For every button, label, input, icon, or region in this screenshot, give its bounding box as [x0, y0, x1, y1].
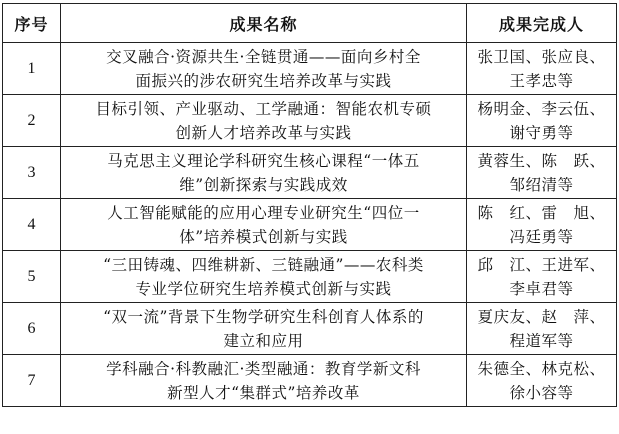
- completers-line: 邱 江、王进军、: [477, 255, 606, 274]
- achievement-name-cell: [61, 355, 467, 407]
- achievement-name-line: 新型人才“集群式”培养改革: [167, 383, 360, 402]
- completers-line: 程道军等: [509, 331, 574, 350]
- achievement-name-line: 创新人才培养改革与实践: [175, 123, 352, 142]
- table-row: [3, 95, 617, 147]
- achievement-name-cell: [61, 147, 467, 199]
- row-number: 6: [3, 303, 61, 355]
- achievement-name-line: 建立和应用: [223, 331, 304, 350]
- row-number: 5: [3, 251, 61, 303]
- completers-cell: [467, 95, 617, 147]
- header-completers: 成果完成人: [467, 4, 617, 43]
- completers-line: 张卫国、张应良、: [477, 47, 606, 66]
- completers-line: 冯廷勇等: [509, 227, 574, 246]
- completers-line: 夏庆友、赵 萍、: [477, 307, 606, 326]
- achievement-name-line: “三田铸魂、四维耕新、三链融通”——农科类: [103, 255, 424, 274]
- table-row: [3, 147, 617, 199]
- achievement-name-line: 专业学位研究生培养模式创新与实践: [135, 279, 392, 298]
- achievement-name-cell: [61, 95, 467, 147]
- table-body: [3, 43, 617, 407]
- table-row: [3, 251, 617, 303]
- achievement-name-line: 学科融合·科教融汇·类型融通：教育学新文科: [106, 359, 421, 378]
- achievement-name-line: 体”培养模式创新与实践: [179, 227, 348, 246]
- results-table: [2, 3, 617, 407]
- header-name: 成果名称: [61, 4, 467, 43]
- completers-line: 黄蓉生、陈 跃、: [477, 151, 606, 170]
- row-number: 1: [3, 43, 61, 95]
- achievement-name-cell: [61, 43, 467, 95]
- table-row: [3, 43, 617, 95]
- achievement-name-line: 人工智能赋能的应用心理专业研究生“四位一: [107, 203, 420, 222]
- achievement-name-line: 交叉融合·资源共生·全链贯通——面向乡村全: [106, 47, 421, 66]
- completers-line: 陈 红、雷 旭、: [477, 203, 606, 222]
- row-number: 3: [3, 147, 61, 199]
- table-row: [3, 199, 617, 251]
- header-no: 序号: [3, 4, 61, 43]
- achievement-name-line: 马克思主义理论学科研究生核心课程“一体五: [107, 151, 420, 170]
- table-row: [3, 355, 617, 407]
- completers-line: 邹绍清等: [509, 175, 574, 194]
- achievement-name-cell: [61, 199, 467, 251]
- row-number: 4: [3, 199, 61, 251]
- table-row: [3, 303, 617, 355]
- table-header-row: [3, 4, 617, 43]
- row-number: 2: [3, 95, 61, 147]
- completers-cell: [467, 303, 617, 355]
- completers-line: 朱德全、林克松、: [477, 359, 606, 378]
- completers-cell: [467, 355, 617, 407]
- completers-cell: [467, 43, 617, 95]
- completers-line: 杨明金、李云伍、: [477, 99, 606, 118]
- achievement-name-cell: [61, 303, 467, 355]
- achievement-name-cell: [61, 251, 467, 303]
- achievement-name-line: 目标引领、产业驱动、工学融通：智能农机专硕: [95, 99, 432, 118]
- completers-line: 王孝忠等: [509, 71, 574, 90]
- achievement-name-line: “双一流”背景下生物学研究生科创育人体系的: [103, 307, 424, 326]
- achievement-name-line: 面振兴的涉农研究生培养改革与实践: [135, 71, 392, 90]
- completers-line: 谢守勇等: [509, 123, 574, 142]
- completers-line: 李卓君等: [509, 279, 574, 298]
- achievement-name-line: 维”创新探索与实践成效: [179, 175, 348, 194]
- completers-line: 徐小容等: [509, 383, 574, 402]
- completers-cell: [467, 147, 617, 199]
- completers-cell: [467, 199, 617, 251]
- row-number: 7: [3, 355, 61, 407]
- completers-cell: [467, 251, 617, 303]
